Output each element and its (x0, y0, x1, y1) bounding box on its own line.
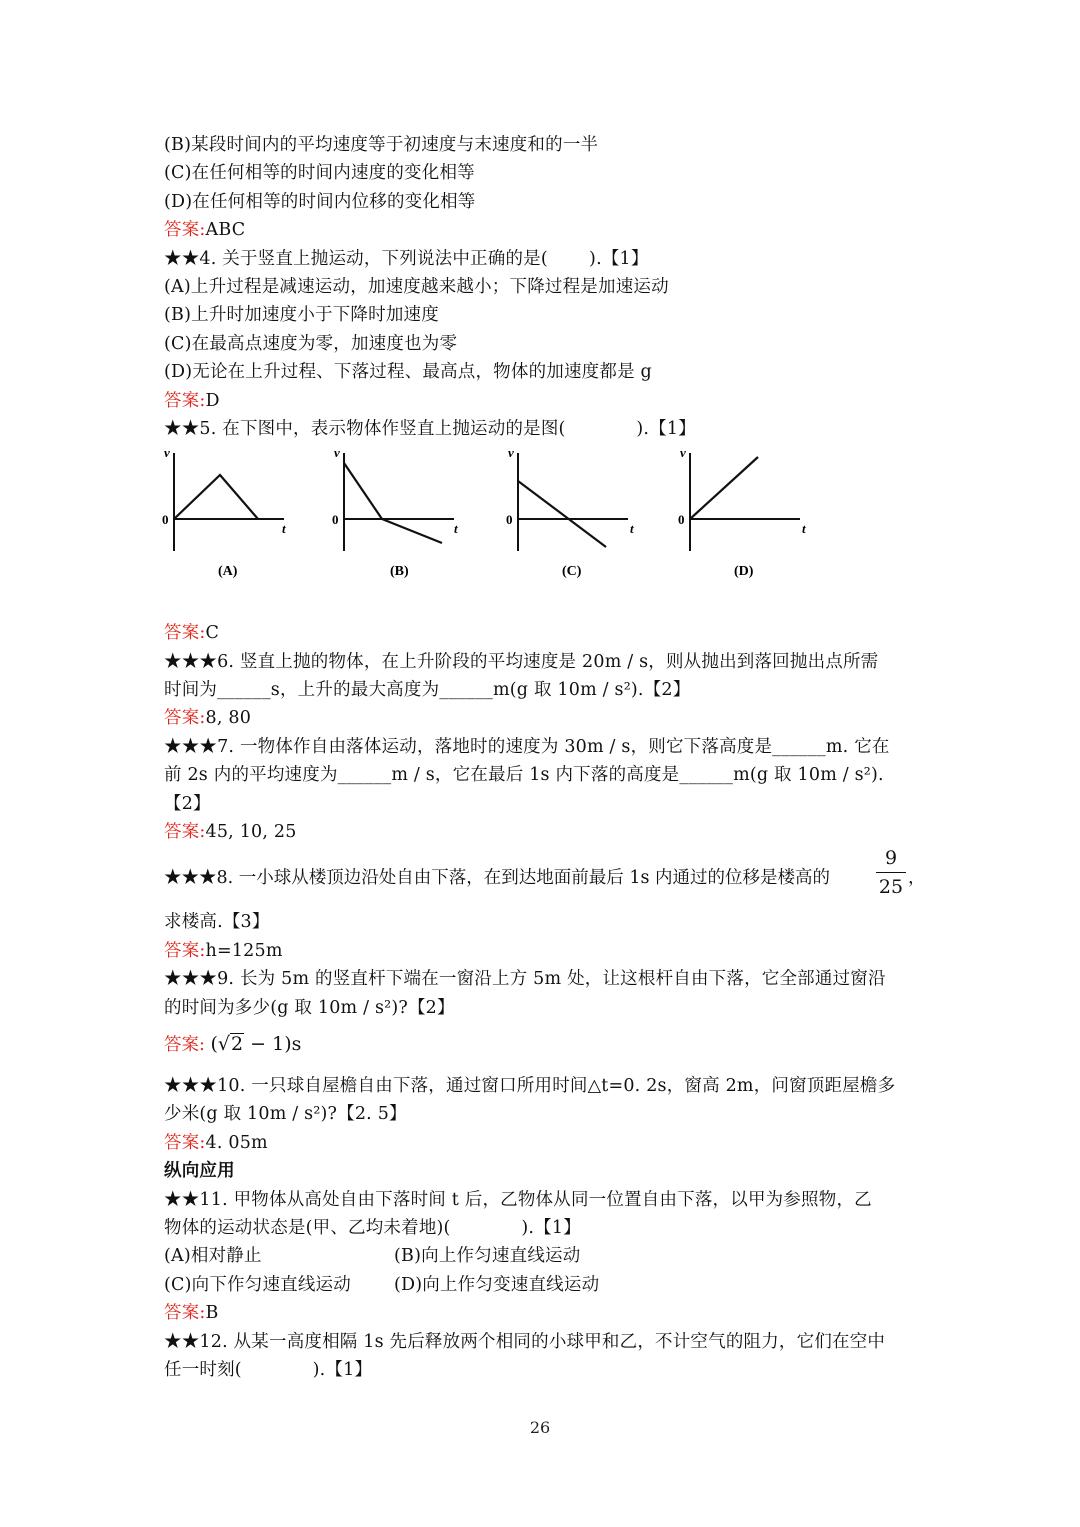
question-stem-cont: 任一时刻( ).【1】 (164, 1359, 373, 1380)
question-stem: ★★★7. 一物体作自由落体运动，落地时的速度为 30m / s，则它下落高度是______m. 它在 (164, 736, 890, 757)
answer-label: 答案: (164, 1132, 206, 1153)
graph-c-origin: 0 (506, 512, 513, 528)
graph-d (678, 445, 806, 579)
graph-b (332, 445, 458, 579)
question-stem-cont: 少米(g 取 10m / s²)?【2. 5】 (164, 1104, 407, 1125)
answer-label: 答案: (164, 1034, 205, 1055)
option-a: (A)相对静止 (164, 1246, 262, 1267)
answer-label: 答案: (164, 623, 206, 644)
question-stem-cont: 时间为______s，上升的最大高度为______m(g 取 10m / s²).【2】 (164, 680, 691, 701)
graph-d-caption: (D) (734, 564, 754, 580)
graph-b-caption: (B) (390, 564, 409, 580)
graph-b-origin: 0 (332, 512, 339, 528)
graph-a (162, 445, 286, 579)
option-b: (B)向上作匀速直线运动 (394, 1246, 581, 1267)
question-stem-cont: 【2】 (164, 793, 211, 814)
question-stem-cont: 物体的运动状态是(甲、乙均未着地)( ).【1】 (164, 1217, 581, 1238)
option-line: (C)在任何相等的时间内速度的变化相等 (164, 163, 475, 184)
graph-c-caption: (C) (562, 564, 582, 580)
graph-d-origin: 0 (678, 512, 685, 528)
answer-value: 8, 80 (205, 708, 252, 729)
answer-value: C (205, 623, 220, 644)
option-row (164, 1242, 924, 1270)
question-stem: ★★★8. 一小球从楼顶边沿处自由下落，在到达地面前最后 1s 内通过的位移是楼高的 (164, 868, 830, 889)
answer-line (164, 387, 924, 415)
answer-line (164, 1299, 924, 1327)
answer-rest: − 1)s (244, 1032, 302, 1055)
answer-value: 4. 05m (205, 1132, 268, 1153)
graph-a-origin: 0 (162, 512, 169, 528)
question-stem-cont: 求楼高.【3】 (164, 912, 270, 933)
answer-value: D (205, 390, 220, 411)
answer-line (164, 704, 924, 732)
option-line: (D)无论在上升过程、下落过程、最高点，物体的加速度都是 g (164, 362, 652, 383)
graph-c-curve (518, 481, 606, 547)
fraction-numerator: 9 (884, 847, 898, 870)
graph-d-t-label: t (802, 521, 806, 537)
option-line: (B)上升时加速度小于下降时加速度 (164, 305, 439, 326)
graph-a-caption: (A) (218, 564, 238, 580)
question-stem: ★★12. 从某一高度相隔 1s 先后释放两个相同的小球甲和乙，不计空气的阻力，它们在空中 (164, 1331, 886, 1352)
fraction-denominator: 25 (878, 876, 904, 899)
fraction (876, 846, 906, 899)
answer-line (164, 937, 924, 965)
question-stem: ★★★9. 长为 5m 的竖直杆下端在一窗沿上方 5m 处，让这根杆自由下落，它全部通过窗沿 (164, 969, 886, 990)
answer-line (164, 818, 924, 846)
answer-value: h=125m (205, 940, 283, 961)
question-stem: ★★11. 甲物体从高处自由下落时间 t 后，乙物体从同一位置自由下落，以甲为参照物，乙 (164, 1189, 872, 1210)
option-c: (C)向下作匀速直线运动 (164, 1274, 351, 1295)
vt-graphs-svg (160, 443, 860, 619)
answer-label: 答案: (164, 390, 206, 411)
option-line: (D)在任何相等的时间内位移的变化相等 (164, 191, 476, 212)
answer-label: 答案: (164, 940, 206, 961)
graph-c-t-label: t (630, 521, 634, 537)
paren-open: ( (210, 1032, 218, 1055)
option-line: (A)上升过程是减速运动，加速度越来越小；下降过程是加速运动 (164, 276, 669, 297)
answer-label: 答案: (164, 220, 206, 241)
graph-b-t-label: t (454, 521, 458, 537)
graph-b-v-label: v (334, 445, 340, 461)
option-row (164, 1271, 924, 1299)
fraction-comma: ， (908, 868, 926, 889)
question-stem: ★★★10. 一只球自屋檐自由下落，通过窗口所用时间△t=0. 2s，窗高 2m，问窗顶距屋檐多 (164, 1075, 896, 1096)
question-stem-fraction (164, 846, 924, 908)
answer-line (164, 1129, 924, 1157)
answer-value: B (205, 1303, 219, 1324)
graph-b-curve (344, 463, 442, 543)
question-stem: ★★4. 关于竖直上抛运动，下列说法中正确的是( ).【1】 (164, 248, 649, 269)
page-number: 26 (529, 1418, 551, 1437)
answer-formula: (√2 − 1)s (210, 1032, 302, 1055)
answer-label: 答案: (164, 1303, 206, 1324)
answer-value: ABC (205, 220, 246, 241)
graph-c (506, 445, 634, 579)
graph-c-v-label: v (508, 445, 514, 461)
question-stem: ★★★6. 竖直上抛的物体，在上升阶段的平均速度是 20m / s，则从抛出到落回抛出点所需 (164, 651, 879, 672)
option-d: (D)向上作匀变速直线运动 (394, 1274, 600, 1295)
answer-line (164, 619, 924, 647)
answer-label: 答案: (164, 708, 206, 729)
radicand: 2 (231, 1032, 244, 1055)
question-stem-cont: 的时间为多少(g 取 10m / s²)?【2】 (164, 997, 455, 1018)
question-stem: ★★5. 在下图中，表示物体作竖直上抛运动的是图( ).【1】 (164, 418, 696, 439)
option-line: (C)在最高点速度为零，加速度也为零 (164, 333, 458, 354)
graph-a-v-label: v (164, 445, 170, 461)
section-title: 纵向应用 (164, 1161, 235, 1182)
vt-graphs-figure (164, 443, 864, 619)
fraction-bar (876, 872, 906, 873)
question-stem-cont: 前 2s 内的平均速度为______m / s，它在最后 1s 内下落的高度是______m(g 取 10m / s²). (164, 765, 884, 786)
graph-a-curve (174, 475, 258, 519)
graph-a-t-label: t (282, 521, 286, 537)
answer-value: 45, 10, 25 (205, 822, 297, 843)
answer-line (164, 216, 924, 244)
document-page (164, 131, 924, 1384)
graph-d-v-label: v (680, 445, 686, 461)
answer-label: 答案: (164, 822, 206, 843)
answer-line (164, 1022, 924, 1066)
graph-d-curve (690, 457, 758, 519)
option-line: (B)某段时间内的平均速度等于初速度与末速度和的一半 (164, 135, 599, 155)
